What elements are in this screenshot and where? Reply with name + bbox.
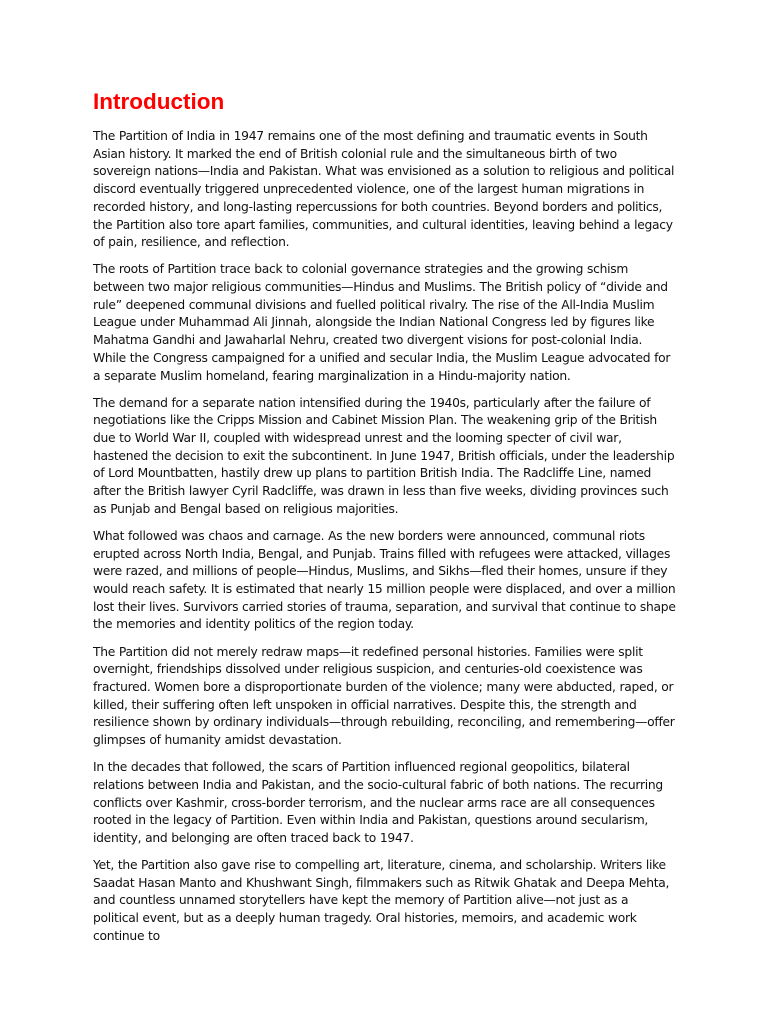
paragraph-1: The Partition of India in 1947 remains one of the most defining and traumatic events in South Asian history. It marked the end of British colonial rule and the simultaneous birth of two sovereign nations—India and Pakistan. What was envisioned as a solution to religious and political discord eventually triggered unprecedented violence, one of the largest human migrations in recorded history, and long-lasting repercussions for both countries. Beyond borders and politics, the Partition also tore apart families, communities, and cultural identities, leaving behind a legacy of pain, resilience, and reflection.: [93, 129, 675, 250]
paragraph-5: The Partition did not merely redraw maps—it redefined personal histories. Families were split overnight, friendships dissolved under religious suspicion, and centuries-old coexistence was fractured. Women bore a disproportionate burden of the violence; many were abducted, raped, or killed, their suffering often left unspoken in official narratives. Despite this, the strength and resilience shown by ordinary individuals—through rebuilding, reconciling, and remembering—offer glimpses of humanity amidst devastation.: [93, 644, 675, 748]
paragraph-2: The roots of Partition trace back to colonial governance strategies and the growing schism between two major religious communities—Hindus and Muslims. The British policy of “divide and rule” deepened communal divisions and fuelled political rivalry. The rise of the All-India Muslim League under Muhammad Ali Jinnah, alongside the Indian National Congress led by figures like Mahatma Gandhi and Jawaharlal Nehru, created two divergent visions for post-colonial India. While the Congress campaigned for a unified and secular India, the Muslim League advocated for a separate Muslim homeland, fearing marginalization in a Hindu-majority nation.: [93, 262, 671, 383]
document-body: [93, 86, 677, 955]
paragraph-7: Yet, the Partition also gave rise to compelling art, literature, cinema, and scholarship. Writers like Saadat Hasan Manto and Khushwant Singh, filmmakers such as Ritwik Ghatak and Deepa Mehta, and countless unnamed storytellers have kept the memory of Partition alive—not just as a political event, but as a deeply human tragedy. Oral histories, memoirs, and academic work continue to: [93, 858, 670, 943]
paragraph-6: In the decades that followed, the scars of Partition influenced regional geopolitics, bilateral relations between India and Pakistan, and the socio-cultural fabric of both nations. The recurring conflicts over Kashmir, cross-border terrorism, and the nuclear arms race are all consequences rooted in the legacy of Partition. Even within India and Pakistan, questions around secularism, identity, and belonging are often traced back to 1947.: [93, 760, 663, 845]
section-heading: Introduction: [93, 89, 225, 114]
paragraph-4: What followed was chaos and carnage. As the new borders were announced, communal riots erupted across North India, Bengal, and Punjab. Trains filled with refugees were attacked, villages were razed, and millions of people—Hindus, Muslims, and Sikhs—fled their homes, unsure if they would reach safety. It is estimated that nearly 15 million people were displaced, and over a million lost their lives. Survivors carried stories of trauma, separation, and survival that continue to shape the memories and identity politics of the region today.: [93, 528, 676, 632]
paragraph-3: The demand for a separate nation intensified during the 1940s, particularly after the failure of negotiations like the Cripps Mission and Cabinet Mission Plan. The weakening grip of the British due to World War II, coupled with widespread unrest and the looming specter of civil war, hastened the decision to exit the subcontinent. In June 1947, British officials, under the leadership of Lord Mountbatten, hastily drew up plans to partition British India. The Radcliffe Line, named after the British lawyer Cyril Radcliffe, was drawn in less than five weeks, dividing provinces such as Punjab and Bengal based on religious majorities.: [93, 395, 675, 516]
